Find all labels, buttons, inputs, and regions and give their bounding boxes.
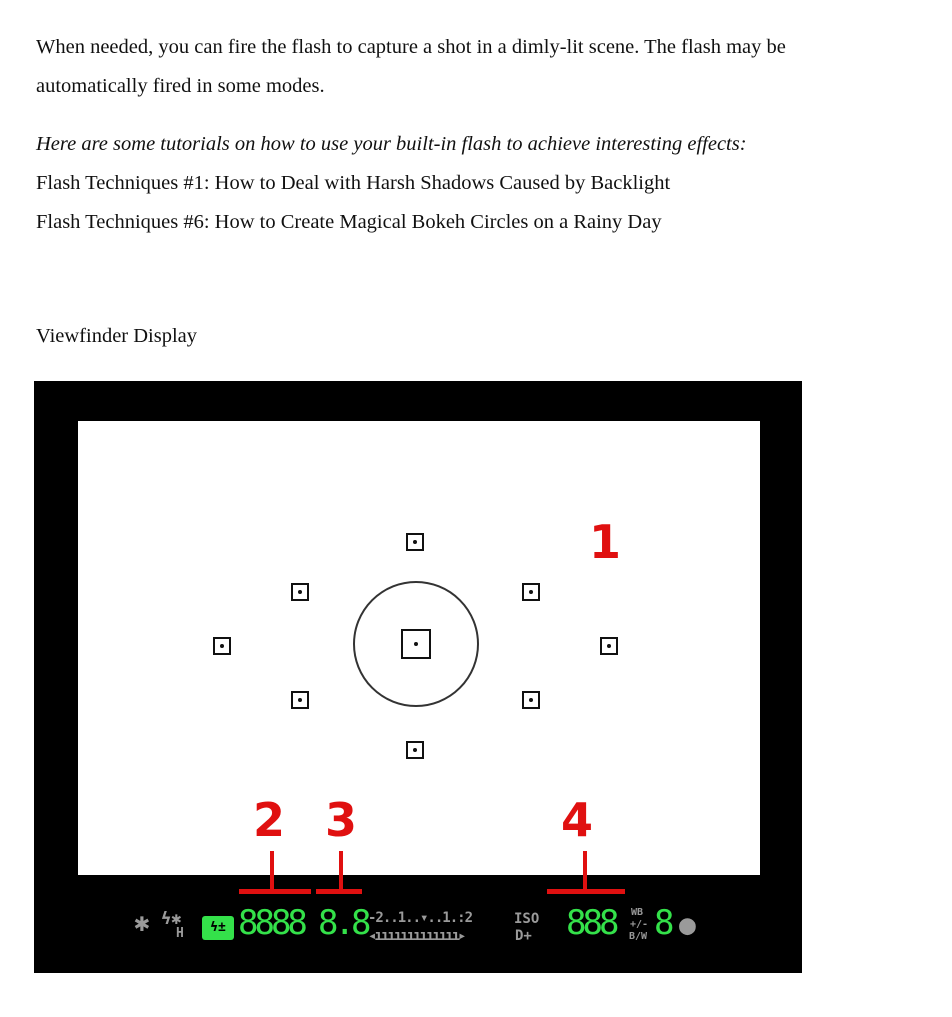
monochrome-label: B/W	[629, 931, 648, 942]
viewfinder-display	[34, 381, 802, 973]
af-point-upper-left	[291, 583, 309, 601]
ae-lock-icon: ✱	[134, 908, 150, 938]
tutorial-link-2[interactable]: Flash Techniques #6: How to Create Magical Bokeh Circles on a Rainy Day	[36, 211, 662, 233]
high-speed-sync-indicator: H	[176, 926, 184, 941]
aperture-display: 8.8	[318, 903, 368, 943]
d-plus-indicator: D+	[515, 928, 532, 944]
callout-2: 2	[253, 793, 286, 847]
tutorials-heading: Here are some tutorials on how to use your built-in flash to achieve interesting effects:	[36, 133, 747, 155]
callout-3: 3	[325, 793, 358, 847]
tutorial-link-1[interactable]: Flash Techniques #1: How to Deal with Harsh Shadows Caused by Backlight	[36, 172, 671, 194]
flash-ready-icon: ϟ✱	[161, 909, 182, 929]
af-point-top	[406, 533, 424, 551]
callout-3-bracket	[316, 889, 362, 894]
intro-line-2: automatically fired in some modes.	[36, 75, 325, 97]
wb-correction-label: WB	[631, 907, 644, 918]
af-point-right	[600, 637, 618, 655]
exposure-comp-label: +/-	[630, 919, 649, 930]
af-point-lower-right	[522, 691, 540, 709]
shutter-speed-display: 8888	[238, 903, 304, 943]
exposure-level-bar: ◂ııııııııııııı▸	[368, 928, 465, 944]
callout-3-stem	[339, 851, 343, 892]
section-title: Viewfinder Display	[36, 325, 198, 347]
callout-4-stem	[583, 851, 587, 892]
callout-4: 4	[561, 793, 594, 847]
exposure-scale-top: -2..1..▾..1.:2	[368, 910, 473, 926]
af-point-bottom	[406, 741, 424, 759]
viewfinder-screen	[78, 421, 760, 875]
focus-confirmation-icon: ●	[679, 908, 696, 941]
af-point-upper-right	[522, 583, 540, 601]
flash-exposure-comp-badge: ϟ±	[202, 916, 234, 940]
iso-label: ISO	[514, 911, 540, 927]
af-point-center	[401, 629, 431, 659]
callout-4-bracket	[547, 889, 625, 894]
iso-display: 888	[566, 903, 616, 943]
callout-2-bracket	[239, 889, 311, 894]
af-point-lower-left	[291, 691, 309, 709]
intro-line-1: When needed, you can fire the flash to capture a shot in a dimly-lit scene. The flash may be	[36, 36, 786, 58]
callout-2-stem	[270, 851, 274, 892]
burst-count-display: 8	[654, 903, 675, 943]
af-point-left	[213, 637, 231, 655]
callout-1: 1	[589, 515, 622, 569]
